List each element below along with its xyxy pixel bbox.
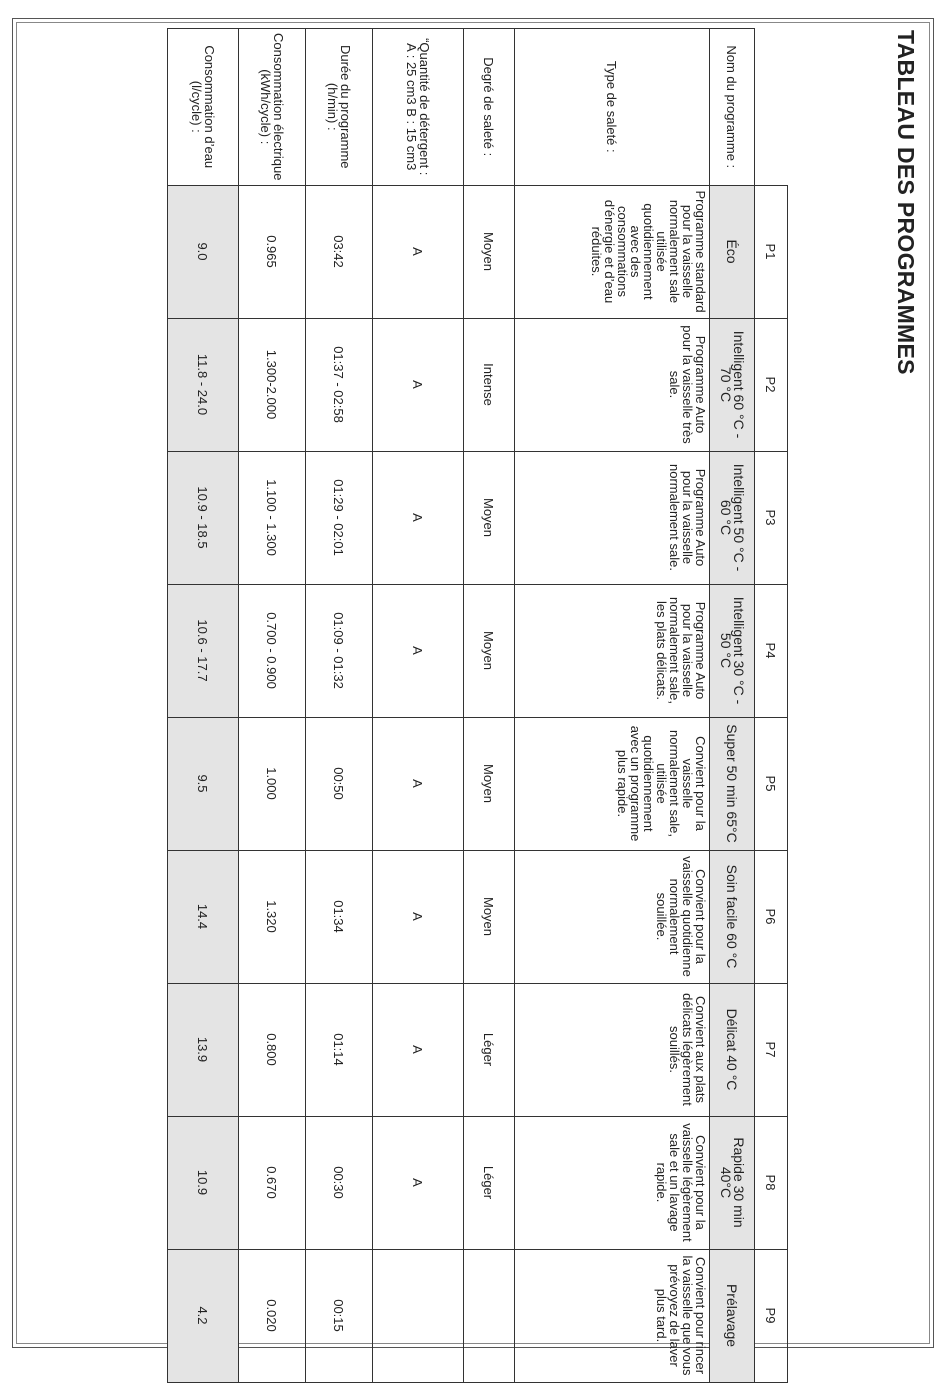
program-duration: 00:15 [306, 1249, 373, 1382]
detergent-amount: A [373, 850, 464, 983]
water-consumption: 13.9 [168, 983, 239, 1116]
program-number: P6 [755, 850, 788, 983]
detergent-amount: A [373, 717, 464, 850]
soil-type: Convient pour la vaisselle légèrement sale et un lavage rapide. [515, 1116, 710, 1249]
soil-type: Convient pour rincer la vaisselle que vous prévoyez de laver plus tard. [515, 1249, 710, 1382]
water-consumption: 11.8 - 24.0 [168, 318, 239, 451]
program-name: Rapide 30 min 40°C [710, 1116, 755, 1249]
electric-consumption: 0.670 [239, 1116, 306, 1249]
soil-degree: Moyen [464, 717, 515, 850]
electric-consumption: 1.320 [239, 850, 306, 983]
electric-consumption: 0.020 [239, 1249, 306, 1382]
detergent-amount: A [373, 584, 464, 717]
program-name: Délicat 40 °C [710, 983, 755, 1116]
program-name: Intelligent 50 °C - 60 °C [710, 451, 755, 584]
soil-type: Programme standard pour la vaisselle normalement sale utilisée quotidiennement avec des consommations d’énergie et d’eau réduites. [515, 185, 710, 318]
electric-consumption: 1.000 [239, 717, 306, 850]
row-label-electric: Consommation électrique (kWh/cycle) : [239, 29, 306, 186]
row-label-name: Nom du programme : [710, 29, 755, 186]
detergent-amount: A [373, 983, 464, 1116]
soil-degree: Moyen [464, 185, 515, 318]
program-duration: 01:29 - 02:01 [306, 451, 373, 584]
program-duration: 01:34 [306, 850, 373, 983]
water-consumption: 10.9 - 18.5 [168, 451, 239, 584]
program-name-row [710, 29, 755, 1383]
electric-consumption-row [239, 29, 306, 1383]
detergent-row [373, 29, 464, 1383]
detergent-amount: A [373, 451, 464, 584]
electric-consumption: 1.300-2.000 [239, 318, 306, 451]
program-number-row [755, 29, 788, 1383]
soil-degree: Moyen [464, 850, 515, 983]
program-number: P5 [755, 717, 788, 850]
detergent-amount: A [373, 318, 464, 451]
water-consumption: 10.9 [168, 1116, 239, 1249]
page-title: TABLEAU DES PROGRAMMES [893, 30, 919, 375]
program-name: Super 50 min 65°C [710, 717, 755, 850]
program-name: Intelligent 60 °C - 70 °C [710, 318, 755, 451]
program-duration: 00:50 [306, 717, 373, 850]
soil-degree: Moyen [464, 451, 515, 584]
soil-degree: Léger [464, 983, 515, 1116]
program-number: P1 [755, 185, 788, 318]
program-number: P9 [755, 1249, 788, 1382]
program-number: P3 [755, 451, 788, 584]
water-consumption: 9.5 [168, 717, 239, 850]
soil-type: Convient pour la vaisselle quotidienne normalement souillée. [515, 850, 710, 983]
water-consumption: 4.2 [168, 1249, 239, 1382]
soil-type: Convient pour la vaisselle normalement sale, utilisée quotidiennement avec un programme plus rapide. [515, 717, 710, 850]
soil-type: Programme Auto pour la vaisselle normalement sale. [515, 451, 710, 584]
detergent-amount: A [373, 185, 464, 318]
soil-type: Programme Auto pour la vaisselle normalement sale, les plats délicats. [515, 584, 710, 717]
duration-row [306, 29, 373, 1383]
electric-consumption: 1.100 - 1.300 [239, 451, 306, 584]
program-number: P8 [755, 1116, 788, 1249]
program-duration: 03:42 [306, 185, 373, 318]
program-duration: 01:37 - 02:58 [306, 318, 373, 451]
program-number: P4 [755, 584, 788, 717]
corner-blank [755, 29, 788, 186]
program-duration: 01:14 [306, 983, 373, 1116]
soil-type-row [515, 29, 710, 1383]
row-label-detergent: “Quantité de détergent : A : 25 cm3 B : 15 cm3 [373, 29, 464, 186]
soil-type: Convient aux plats délicats légèrement souillés. [515, 983, 710, 1116]
electric-consumption: 0.700 - 0.900 [239, 584, 306, 717]
row-label-soil: Degré de saleté : [464, 29, 515, 186]
soil-type: Programme Auto pour la vaisselle très sale. [515, 318, 710, 451]
soil-degree: Léger [464, 1116, 515, 1249]
soil-degree-row [464, 29, 515, 1383]
water-consumption-row [168, 29, 239, 1383]
program-duration: 00:30 [306, 1116, 373, 1249]
electric-consumption: 0.800 [239, 983, 306, 1116]
programs-table [167, 28, 788, 1383]
soil-degree [464, 1249, 515, 1382]
program-name: Soin facile 60 °C [710, 850, 755, 983]
water-consumption: 10.6 - 17.7 [168, 584, 239, 717]
soil-degree: Intense [464, 318, 515, 451]
detergent-amount [373, 1249, 464, 1382]
row-label-duration: Durée du programme (h/min) : [306, 29, 373, 186]
water-consumption: 9.0 [168, 185, 239, 318]
program-name: Éco [710, 185, 755, 318]
electric-consumption: 0.965 [239, 185, 306, 318]
soil-degree: Moyen [464, 584, 515, 717]
program-name: Intelligent 30 °C - 50 °C [710, 584, 755, 717]
water-consumption: 14.4 [168, 850, 239, 983]
program-number: P2 [755, 318, 788, 451]
program-number: P7 [755, 983, 788, 1116]
program-name: Prélavage [710, 1249, 755, 1382]
program-duration: 01:09 - 01:32 [306, 584, 373, 717]
row-label-type: Type de saleté : [515, 29, 710, 186]
detergent-amount: A [373, 1116, 464, 1249]
row-label-water: Consommation d’eau (l/cycle) : [168, 29, 239, 186]
